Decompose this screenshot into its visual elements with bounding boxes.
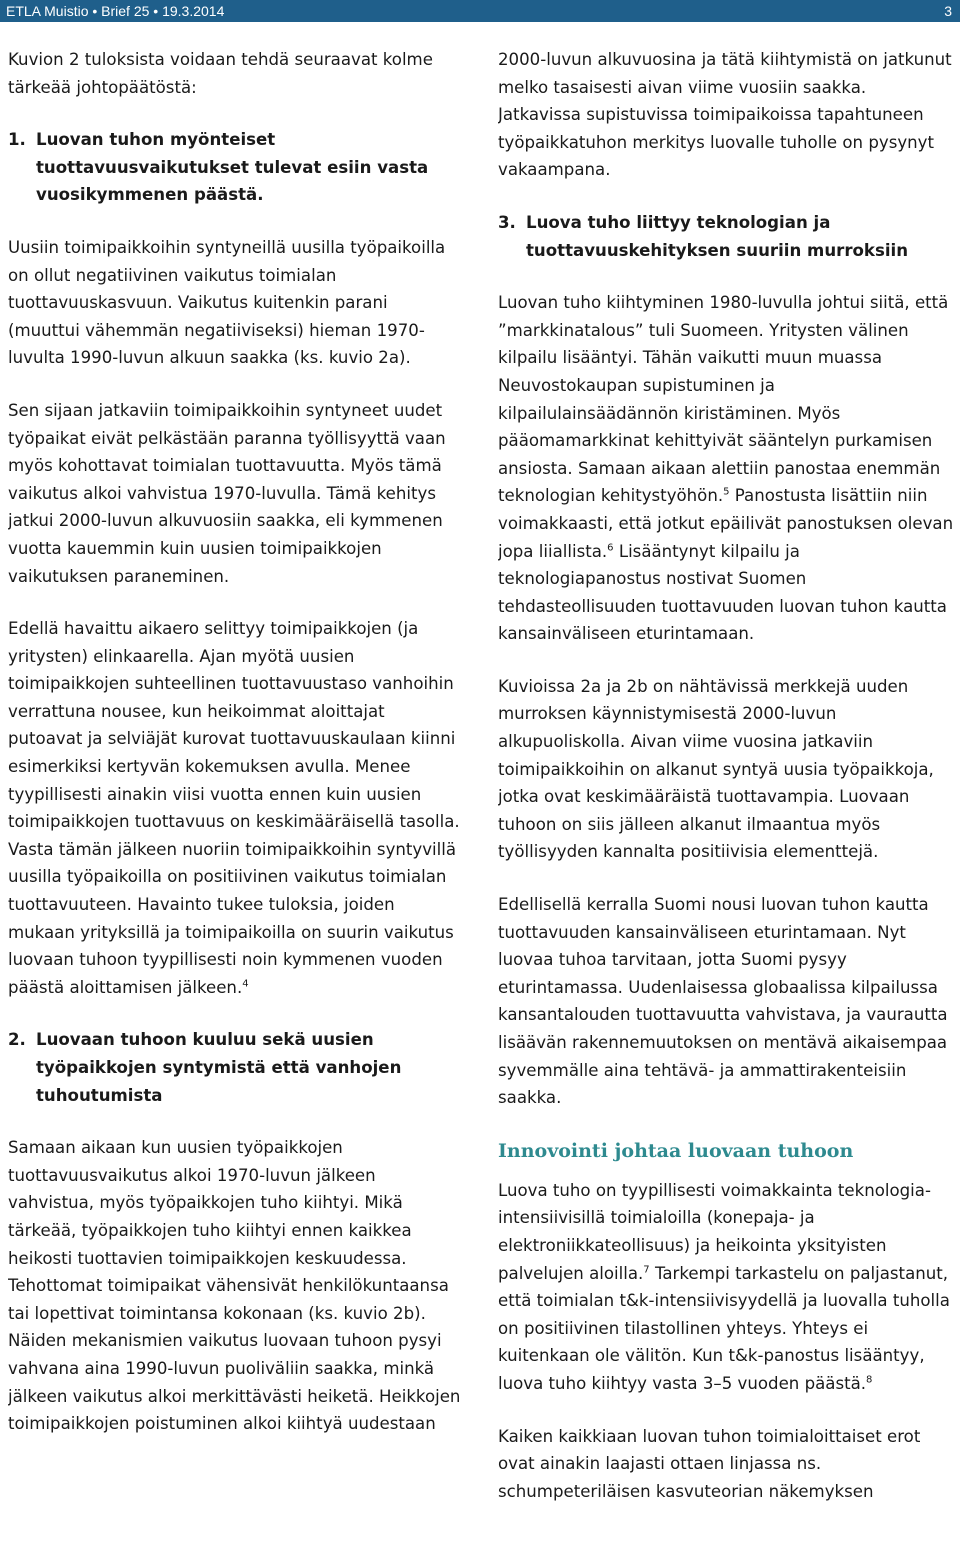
paragraph-text: Lisääntynyt kilpailu ja teknologiapanostus nostivat Suomen tehdasteollisuuden tuottavuuden luovan tuhon kautta kansainväliseen eturintamaan.	[498, 541, 947, 644]
footnote-ref: 4	[242, 978, 249, 990]
paragraph	[498, 289, 954, 648]
header-bar	[0, 0, 960, 22]
paragraph: Edellisellä kerralla Suomi nousi luovan tuhon kautta tuottavuuden kansainväliseen eturintamaan. Nyt luovaa tuhoa tarvitaan, jotta Suomi pysyy eturintamassa. Uudenlaisessa globaalissa kilpailussa kansantalouden tuottavuutta vahvistava, ja vaurautta lisäävän rakennemuutoksen on mentävä aikaisempaa syvemmälle aina tehtävä- ja ammattirakenteisiin saakka.	[498, 895, 948, 1108]
section-heading: Innovointi johtaa luovaan tuhoon	[498, 1139, 854, 1162]
paragraph-text: Luova tuho on tyypillisesti voimakkainta teknologia-intensiivisillä toimialoilla (konepaja- ja elektroniikkateollisuus) ja heikointa yksityisten palvelujen aloilla.	[498, 1180, 931, 1283]
paragraph: Kaiken kaikkiaan luovan tuhon toimialoittaiset erot ovat ainakin laajasti ottaen linjassa ns. schumpeteriläisen kasvuteorian näkemyksen	[498, 1426, 921, 1501]
list-heading: Luova tuho liittyy teknologian ja tuottavuuskehityksen suuriin murroksiin	[526, 212, 909, 260]
conclusion-item-1	[8, 126, 464, 209]
paragraph	[8, 615, 464, 1001]
page-number: 3	[944, 3, 952, 19]
paragraph-text: Edellä havaittu aikaero selittyy toimipaikkojen (ja yritysten) elinkaarella. Ajan myötä uusien toimipaikkojen suhteellinen tuottavuustaso vanhoihin verrattuna nousee, kun heikoimmat aloittajat putoavat ja selviäjät kurovat tuottavuuskaulaan kiinni esimerkiksi kertyvän kokemuksen avulla. Menee tyypillisesti ainakin viisi vuotta ennen kuin uusien toimipaikkojen tuottavuus on keskimääräisellä tasolla. Vasta tämän jälkeen nuoriin toimipaikkoihin syntyvillä uusilla työpaikoilla on positiivinen vaikutus toimialan tuottavuuteen. Havainto tukee tuloksia, joiden mukaan yrityksillä ja toimipaikoilla on suurin vaikutus luovaan tuhoon tyypillisesti noin kymmenen vuoden päästä aloittamisen jälkeen.	[8, 619, 460, 997]
paragraph: Samaan aikaan kun uusien työpaikkojen tuottavuusvaikutus alkoi 1970-luvun jälkeen vahvistua, myös työpaikkojen tuho kiihtyi. Mikä tärkeää, työpaikkojen tuho kiihtyi ennen kaikkea heikosti tuottavien toimipaikkojen keskuudessa. Tehottomat toimipaikat vähensivät henkilökuntaansa tai lopettivat toimintansa kokonaan (ks. kuvio 2b). Näiden mekanismien vaikutus luovaan tuhoon pysyi vahvana aina 1990-luvun puoliväliin saakka, minkä jälkeen vaikutus alkoi merkittävästi heiketä. Heikkojen toimipaikkojen poistuminen alkoi kiihtyä uudestaan	[8, 1138, 461, 1434]
paragraph-text: Luovan tuho kiihtyminen 1980-luvulla johtui siitä, että ”markkinatalous” tuli Suomeen. Yritysten välinen kilpailu lisääntyi. Tähän vaikutti muun muassa Neuvostokaupan supistuminen ja kilpailulainsäädännön kiristäminen. Myös pääomamarkkinat kehittyivät sääntelyn purkamisen ansiosta. Samaan aikaan alettiin panostaa enemmän teknologian kehitystyöhön.	[498, 293, 949, 506]
paragraph: 2000-luvun alkuvuosina ja tätä kiihtymistä on jatkunut melko tasaisesti aivan viime vuosiin saakka. Jatkavissa supistuvissa toimipaikoissa tapahtuneen työpaikkatuhon merkitys luovalle tuholle on pysynyt vakaampana.	[498, 50, 952, 180]
paragraph-text: Tarkempi tarkastelu on paljastanut, että toimialan t&k-intensiivisyydellä ja luovalla tuholla on positiivinen tilastollinen yhteys. Yhteys ei kuitenkaan ole välitön. Kun t&k-panostus lisääntyy, luova tuho kiihtyy vasta 3–5 vuoden päästä.	[498, 1263, 950, 1393]
header-publication-info: ETLA Muistio • Brief 25 • 19.3.2014	[6, 3, 225, 19]
list-heading: Luovan tuhon myönteiset tuottavuusvaikutukset tulevat esiin vasta vuosikymmenen päästä.	[36, 130, 429, 205]
paragraph: Uusiin toimipaikkoihin syntyneillä uusilla työpaikoilla on ollut negatiivinen vaikutus toimialan tuottavuuskasvuun. Vaikutus kuitenkin parani (muuttui vähemmän negatiiviseksi) hieman 1970-luvulta 1990-luvun alkuun saakka (ks. kuvio 2a).	[8, 237, 446, 368]
footnote-ref: 5	[723, 486, 730, 498]
list-number: 2.	[8, 1030, 26, 1050]
footnote-ref: 7	[643, 1264, 650, 1276]
paragraph	[498, 1177, 954, 1398]
paragraph: Sen sijaan jatkaviin toimipaikkoihin syntyneet uudet työpaikat eivät pelkästään paranna työllisyyttä vaan myös kohottavat toimialan tuottavuutta. Myös tämä vaikutus alkoi vahvistua 1970-luvulla. Tämä kehitys jatkui 2000-luvun alkuvuosiin saakka, eli kymmenen vuotta kauemmin kuin uusien toimipaikkojen vaikutuksen paraneminen.	[8, 400, 446, 586]
paragraph: Kuvioissa 2a ja 2b on nähtävissä merkkejä uuden murroksen käynnistymisestä 2000-luvun alkupuoliskolla. Aivan viime vuosina jatkaviin toimipaikkoihin on alkanut syntyä uusia työpaikkoja, jotka ovat keskimääräistä tuottavampia. Luovaan tuhoon on siis jälleen alkanut ilmaantua myös työllisyyden kannalta positiivisia elementtejä.	[498, 676, 934, 862]
right-column	[498, 46, 954, 1542]
intro-paragraph: Kuvion 2 tuloksista voidaan tehdä seuraavat kolme tärkeää johtopäätöstä:	[8, 50, 433, 97]
list-heading: Luovaan tuhoon kuuluu sekä uusien työpaikkojen syntymistä että vanhojen tuhoutumista	[36, 1030, 402, 1105]
footnote-ref: 6	[607, 541, 614, 553]
list-number: 1.	[8, 130, 26, 150]
footnote-ref: 8	[866, 1374, 873, 1386]
left-column	[8, 46, 464, 1542]
list-number: 3.	[498, 212, 516, 232]
conclusion-item-3	[498, 209, 954, 264]
paragraph-text: Panostusta lisättiin niin voimakkaasti, että jotkut epäilivät panostuksen olevan jopa liiallista.	[498, 486, 954, 561]
conclusion-item-2	[8, 1026, 464, 1109]
